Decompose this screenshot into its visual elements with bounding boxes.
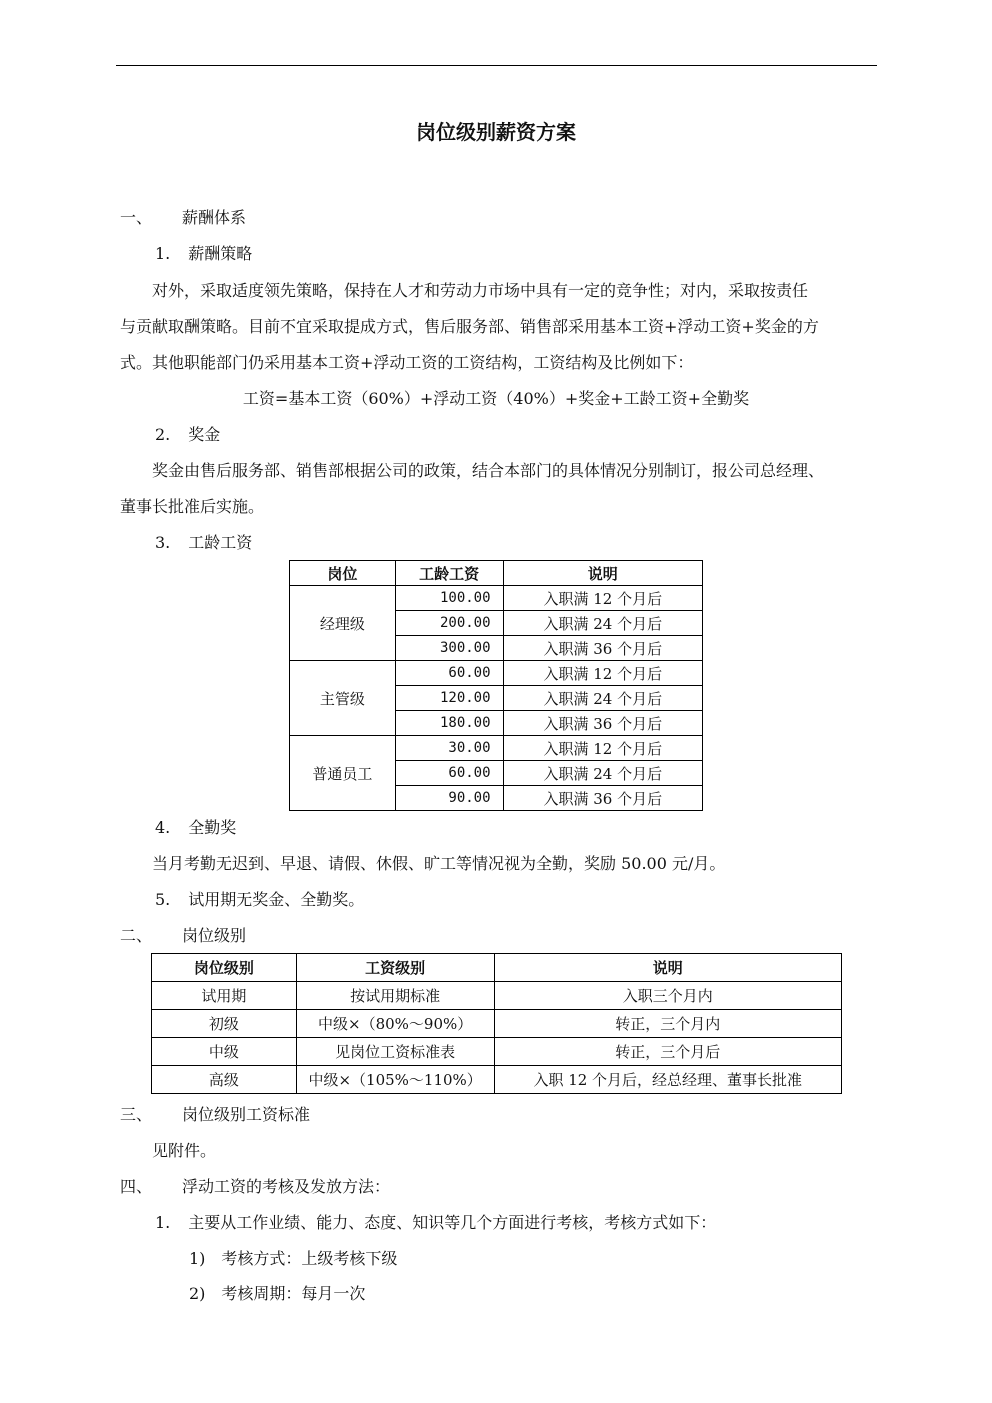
paragraph-line: 奖金由售后服务部、销售部根据公司的政策，结合本部门的具体情况分别制订，报公司总经理、	[152, 461, 825, 480]
table-cell: 见岗位工资标准表	[296, 1038, 494, 1066]
table-header-cell: 说明	[503, 561, 702, 586]
table-row	[152, 1038, 842, 1066]
table-header-cell: 工资级别	[296, 954, 494, 982]
section-2-heading	[120, 926, 246, 946]
salary-formula: 工资=基本工资（60%）+浮动工资（40%）+奖金+工龄工资+全勤奖	[242, 389, 750, 408]
table-row	[290, 661, 703, 686]
subsection-number: 3.	[155, 533, 171, 552]
table-cell: 中级×（80%～90%）	[296, 1010, 494, 1038]
section-1-heading	[120, 208, 246, 228]
table-row	[152, 1066, 842, 1094]
list-item-number: 1)	[189, 1249, 206, 1268]
seniority-wage-table	[289, 560, 703, 811]
note-cell: 入职满 12 个月后	[503, 586, 702, 611]
wage-cell: 200.00	[395, 611, 503, 636]
table-row	[290, 736, 703, 761]
table-cell: 入职 12 个月后，经总经理、董事长批准	[494, 1066, 841, 1094]
note-cell: 入职满 12 个月后	[503, 661, 702, 686]
subsection-number: 5.	[155, 890, 171, 909]
position-cell: 普通员工	[290, 736, 396, 811]
table-cell: 初级	[152, 1010, 297, 1038]
list-item	[189, 1284, 365, 1304]
table-cell: 转正，三个月后	[494, 1038, 841, 1066]
list-item-text: 考核方式：上级考核下级	[221, 1249, 398, 1268]
position-cell: 主管级	[290, 661, 396, 736]
section-number: 四、	[120, 1177, 153, 1196]
subsection-text: 主要从工作业绩、能力、态度、知识等几个方面进行考核，考核方式如下：	[188, 1213, 717, 1232]
wage-cell: 30.00	[395, 736, 503, 761]
note-cell: 入职满 36 个月后	[503, 711, 702, 736]
paragraph-line: 对外，采取适度领先策略，保持在人才和劳动力市场中具有一定的竞争性；对内，采取按责任	[152, 281, 809, 300]
subsection-number: 2.	[155, 425, 171, 444]
note-cell: 入职满 24 个月后	[503, 611, 702, 636]
paragraph-line: 式。其他职能部门仍采用基本工资+浮动工资的工资结构，工资结构及比例如下：	[120, 353, 694, 372]
table-cell: 高级	[152, 1066, 297, 1094]
subsection-1-line	[155, 1213, 716, 1233]
note-cell: 入职满 36 个月后	[503, 636, 702, 661]
paragraph-line: 董事长批准后实施。	[120, 497, 265, 516]
table-row	[152, 1010, 842, 1038]
subsection-text: 试用期无奖金、全勤奖。	[188, 890, 365, 909]
wage-cell: 100.00	[395, 586, 503, 611]
table-header-cell: 岗位	[290, 561, 396, 586]
note-cell: 入职满 36 个月后	[503, 786, 702, 811]
position-level-table	[151, 953, 842, 1094]
subsection-number: 1.	[155, 1213, 171, 1232]
subsection-4-heading	[155, 818, 236, 838]
subsection-title: 奖金	[188, 425, 221, 444]
table-header-row	[290, 561, 703, 586]
table-header-cell: 工龄工资	[395, 561, 503, 586]
table-row	[290, 586, 703, 611]
paragraph-line: 见附件。	[152, 1141, 217, 1160]
section-number: 二、	[120, 926, 153, 945]
section-title: 岗位级别工资标准	[182, 1105, 311, 1124]
table-header-row	[152, 954, 842, 982]
table-row	[152, 982, 842, 1010]
section-title: 浮动工资的考核及发放方法：	[182, 1177, 391, 1196]
list-item-number: 2)	[189, 1284, 206, 1303]
section-4-heading	[120, 1177, 390, 1197]
paragraph-line: 当月考勤无迟到、早退、请假、休假、旷工等情况视为全勤，奖励 50.00 元/月。	[152, 854, 726, 873]
subsection-number: 1.	[155, 244, 171, 263]
note-cell: 入职满 12 个月后	[503, 736, 702, 761]
position-cell: 经理级	[290, 586, 396, 661]
section-title: 薪酬体系	[182, 208, 247, 227]
table-cell: 中级	[152, 1038, 297, 1066]
subsection-title: 工龄工资	[188, 533, 253, 552]
subsection-3-heading	[155, 533, 252, 553]
list-item	[189, 1249, 397, 1269]
document-title: 岗位级别薪资方案	[416, 120, 576, 144]
note-cell: 入职满 24 个月后	[503, 686, 702, 711]
section-number: 三、	[120, 1105, 153, 1124]
section-title: 岗位级别	[182, 926, 247, 945]
table-cell: 试用期	[152, 982, 297, 1010]
table-cell: 转正，三个月内	[494, 1010, 841, 1038]
wage-cell: 60.00	[395, 761, 503, 786]
paragraph-line: 与贡献取酬策略。目前不宜采取提成方式，售后服务部、销售部采用基本工资+浮动工资+奖金的方	[120, 317, 819, 336]
table-header-cell: 说明	[494, 954, 841, 982]
wage-cell: 90.00	[395, 786, 503, 811]
section-3-heading	[120, 1105, 310, 1125]
table-cell: 按试用期标准	[296, 982, 494, 1010]
table-header-cell: 岗位级别	[152, 954, 297, 982]
table-cell: 中级×（105%～110%）	[296, 1066, 494, 1094]
header-rule	[116, 65, 877, 66]
wage-cell: 300.00	[395, 636, 503, 661]
subsection-5-heading	[155, 890, 364, 910]
section-number: 一、	[120, 208, 153, 227]
table-cell: 入职三个月内	[494, 982, 841, 1010]
note-cell: 入职满 24 个月后	[503, 761, 702, 786]
wage-cell: 60.00	[395, 661, 503, 686]
wage-cell: 180.00	[395, 711, 503, 736]
subsection-title: 薪酬策略	[188, 244, 253, 263]
subsection-2-heading	[155, 425, 220, 445]
subsection-title: 全勤奖	[188, 818, 237, 837]
subsection-1-heading	[155, 244, 252, 264]
wage-cell: 120.00	[395, 686, 503, 711]
subsection-number: 4.	[155, 818, 171, 837]
list-item-text: 考核周期：每月一次	[221, 1284, 366, 1303]
